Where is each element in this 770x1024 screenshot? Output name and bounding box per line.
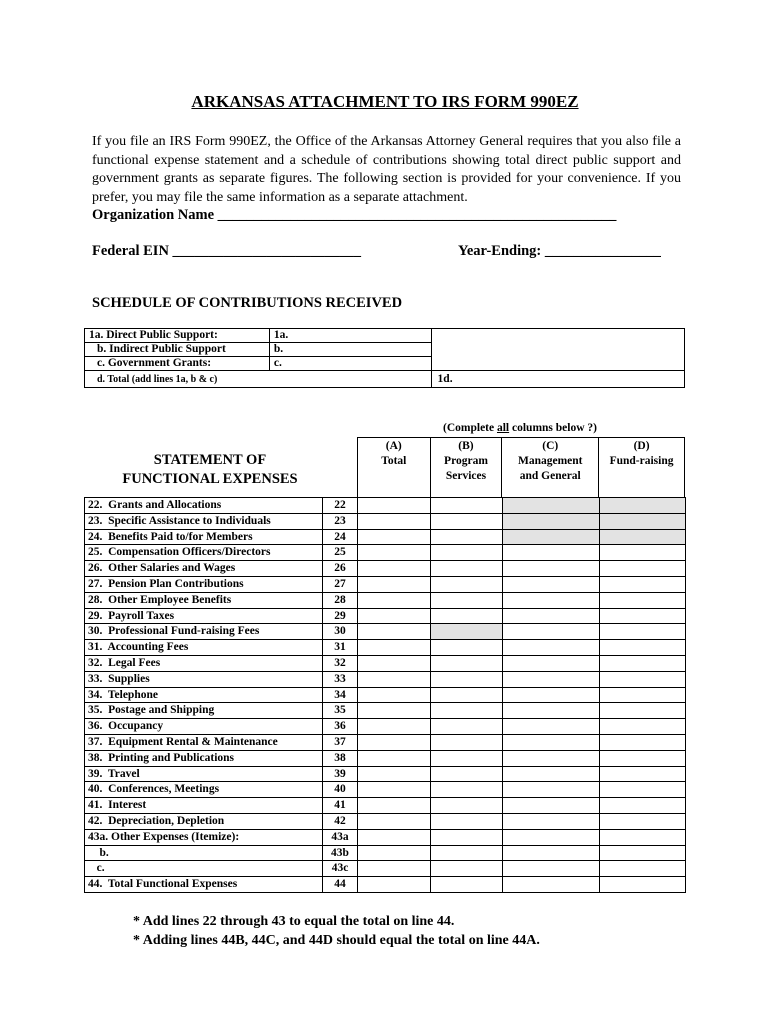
expense-row [85, 750, 686, 766]
expense-cell-program-services[interactable] [431, 750, 503, 766]
expense-cell-management-general[interactable] [503, 576, 600, 592]
intro-paragraph: If you file an IRS Form 990EZ, the Office of the Arkansas Attorney General requires that you also file a functional expense statement and a schedule of contributions showing total direct public support and government grants as separate figures. The following section is provided for your convenience. If you prefer, you may file the same information as a separate attachment. [92, 134, 681, 205]
expense-cell-disabled [600, 498, 686, 514]
expense-cell-management-general[interactable] [503, 608, 600, 624]
expense-cell-program-services[interactable] [431, 719, 503, 735]
columns-note [430, 422, 610, 434]
expense-line-number: 37 [323, 734, 358, 750]
column-header-a [358, 438, 431, 498]
form-title: ARKANSAS ATTACHMENT TO IRS FORM 990EZ [191, 92, 579, 111]
expense-label: 30. Professional Fund-raising Fees [85, 624, 323, 640]
expense-line-number: 26 [323, 561, 358, 577]
expense-label: 23. Specific Assistance to Individuals [85, 513, 323, 529]
expense-cell-total[interactable] [358, 498, 431, 514]
expense-cell-management-general[interactable] [503, 813, 600, 829]
expense-row [85, 529, 686, 545]
contribution-label: c. Government Grants: [85, 357, 270, 371]
expense-cell-fund-raising[interactable] [600, 719, 686, 735]
expense-cell-management-general[interactable] [503, 624, 600, 640]
expense-line-number: 27 [323, 576, 358, 592]
column-title: Program [444, 455, 488, 467]
expense-cell-management-general[interactable] [503, 861, 600, 877]
contribution-input-1b[interactable] [269, 343, 431, 357]
column-title: Total [381, 455, 407, 467]
expense-line-number: 28 [323, 592, 358, 608]
expense-cell-disabled [503, 529, 600, 545]
expense-label: b. [85, 845, 323, 861]
expense-cell-total[interactable] [358, 624, 431, 640]
expense-label: 41. Interest [85, 798, 323, 814]
expense-row [85, 671, 686, 687]
expense-label: 22. Grants and Allocations [85, 498, 323, 514]
expense-cell-total[interactable] [358, 829, 431, 845]
expense-cell-fund-raising[interactable] [600, 766, 686, 782]
expense-cell-fund-raising[interactable] [600, 624, 686, 640]
expense-line-number: 36 [323, 719, 358, 735]
expense-cell-program-services[interactable] [431, 813, 503, 829]
expense-line-number: 25 [323, 545, 358, 561]
expense-line-number: 22 [323, 498, 358, 514]
expense-cell-fund-raising[interactable] [600, 829, 686, 845]
expense-cell-program-services[interactable] [431, 798, 503, 814]
expense-cell-total[interactable] [358, 766, 431, 782]
expense-label: 37. Equipment Rental & Maintenance [85, 734, 323, 750]
expense-cell-total[interactable] [358, 592, 431, 608]
expense-cell-total[interactable] [358, 545, 431, 561]
column-title: Management [517, 455, 583, 467]
expense-column-headers [357, 437, 685, 497]
expense-cell-fund-raising[interactable] [600, 640, 686, 656]
expense-cell-fund-raising[interactable] [600, 798, 686, 814]
expense-cell-fund-raising[interactable] [600, 703, 686, 719]
note-emphasis: all [496, 422, 510, 434]
expense-line-number: 33 [323, 671, 358, 687]
column-header-d [599, 438, 685, 498]
expense-cell-management-general[interactable] [503, 719, 600, 735]
expense-row [85, 687, 686, 703]
expense-cell-management-general[interactable] [503, 592, 600, 608]
expense-cell-management-general[interactable] [503, 798, 600, 814]
federal-ein-field[interactable]: Federal EIN __________________________ [92, 243, 362, 259]
expense-cell-fund-raising[interactable] [600, 750, 686, 766]
expense-label: 33. Supplies [85, 671, 323, 687]
expense-label: 32. Legal Fees [85, 655, 323, 671]
column-subtitle: and General [519, 470, 581, 482]
expense-cell-fund-raising[interactable] [600, 655, 686, 671]
column-header-c [502, 438, 599, 498]
expense-cell-program-services[interactable] [431, 640, 503, 656]
note-suffix: columns below ?) [509, 422, 597, 434]
expense-cell-program-services[interactable] [431, 608, 503, 624]
expense-label: 36. Occupancy [85, 719, 323, 735]
expense-cell-program-services[interactable] [431, 655, 503, 671]
expense-cell-total[interactable] [358, 813, 431, 829]
note-prefix: (Complete [443, 422, 497, 434]
expense-label: c. [85, 861, 323, 877]
column-letter: (B) [458, 440, 474, 452]
expense-cell-management-general[interactable] [503, 829, 600, 845]
contribution-code: b. [273, 343, 284, 355]
expense-cell-total[interactable] [358, 561, 431, 577]
expense-row [85, 513, 686, 529]
expense-cell-disabled [431, 624, 503, 640]
expense-cell-management-general[interactable] [503, 750, 600, 766]
expense-cell-program-services[interactable] [431, 703, 503, 719]
expense-cell-program-services[interactable] [431, 592, 503, 608]
expense-line-number: 44 [323, 877, 358, 893]
expense-line-number: 23 [323, 513, 358, 529]
expense-cell-disabled [600, 529, 686, 545]
contribution-code: c. [273, 357, 282, 369]
expense-cell-management-general[interactable] [503, 703, 600, 719]
expense-cell-total[interactable] [358, 608, 431, 624]
expense-cell-total[interactable] [358, 861, 431, 877]
statement-title-line2: FUNCTIONAL EXPENSES [122, 471, 298, 487]
expense-label: 40. Conferences, Meetings [85, 782, 323, 798]
expense-cell-total[interactable] [358, 734, 431, 750]
expense-cell-program-services[interactable] [431, 545, 503, 561]
expense-cell-disabled [503, 498, 600, 514]
expense-row [85, 877, 686, 893]
expense-label: 44. Total Functional Expenses [85, 877, 323, 893]
expense-label: 29. Payroll Taxes [85, 608, 323, 624]
expense-cell-program-services[interactable] [431, 513, 503, 529]
expense-cell-fund-raising[interactable] [600, 608, 686, 624]
expense-cell-program-services[interactable] [431, 576, 503, 592]
expense-cell-management-general[interactable] [503, 877, 600, 893]
expense-row [85, 813, 686, 829]
column-header-b [430, 438, 502, 498]
expense-cell-total[interactable] [358, 529, 431, 545]
footnote-2: * Adding lines 44B, 44C, and 44D should equal the total on line 44A. [133, 933, 540, 948]
footnotes [133, 912, 540, 950]
expense-cell-total[interactable] [358, 719, 431, 735]
contribution-total-code: 1d. [437, 372, 453, 385]
column-subtitle: Services [445, 470, 487, 482]
expense-cell-management-general[interactable] [503, 545, 600, 561]
expense-row [85, 592, 686, 608]
expense-cell-total[interactable] [358, 576, 431, 592]
expense-cell-total[interactable] [358, 877, 431, 893]
contribution-input-1c[interactable] [269, 357, 431, 371]
expense-cell-total[interactable] [358, 782, 431, 798]
expense-row [85, 640, 686, 656]
expense-cell-program-services[interactable] [431, 561, 503, 577]
expense-label: 24. Benefits Paid to/for Members [85, 529, 323, 545]
column-letter: (D) [633, 440, 650, 452]
contribution-total-label: d. Total (add lines 1a, b & c) [85, 371, 432, 388]
expense-cell-fund-raising[interactable] [600, 545, 686, 561]
expense-row [85, 829, 686, 845]
expense-line-number: 43c [323, 861, 358, 877]
expense-line-number: 43b [323, 845, 358, 861]
expense-label: 34. Telephone [85, 687, 323, 703]
expense-row [85, 861, 686, 877]
expense-row [85, 576, 686, 592]
contribution-code: 1a. [273, 329, 289, 341]
expense-label: 43a. Other Expenses (Itemize): [85, 829, 323, 845]
expense-line-number: 31 [323, 640, 358, 656]
expense-row [85, 624, 686, 640]
footnote-1: * Add lines 22 through 43 to equal the total on line 44. [133, 914, 455, 929]
expense-line-number: 24 [323, 529, 358, 545]
expense-row [85, 545, 686, 561]
expense-label: 31. Accounting Fees [85, 640, 323, 656]
expense-row [85, 561, 686, 577]
contribution-row-1a [85, 329, 685, 343]
expense-cell-total[interactable] [358, 703, 431, 719]
expense-cell-disabled [503, 513, 600, 529]
expense-cell-program-services[interactable] [431, 671, 503, 687]
expense-label: 42. Depreciation, Depletion [85, 813, 323, 829]
expense-cell-program-services[interactable] [431, 734, 503, 750]
expense-cell-total[interactable] [358, 671, 431, 687]
expense-cell-program-services[interactable] [431, 529, 503, 545]
expense-cell-fund-raising[interactable] [600, 561, 686, 577]
statement-title-line1: STATEMENT OF [153, 452, 267, 468]
expense-cell-program-services[interactable] [431, 687, 503, 703]
expense-cell-fund-raising[interactable] [600, 861, 686, 877]
expense-line-number: 43a [323, 829, 358, 845]
expense-line-number: 29 [323, 608, 358, 624]
statement-title [90, 451, 330, 489]
expense-line-number: 41 [323, 798, 358, 814]
expense-cell-total[interactable] [358, 750, 431, 766]
column-title: Fund-raising [609, 455, 674, 467]
expense-cell-fund-raising[interactable] [600, 687, 686, 703]
contribution-label: 1a. Direct Public Support: [85, 329, 270, 343]
expense-cell-total[interactable] [358, 798, 431, 814]
expense-row [85, 782, 686, 798]
expense-cell-program-services[interactable] [431, 766, 503, 782]
expense-cell-program-services[interactable] [431, 782, 503, 798]
expense-line-number: 38 [323, 750, 358, 766]
contribution-row-1d [85, 371, 685, 388]
expense-cell-fund-raising[interactable] [600, 734, 686, 750]
expense-label: 39. Travel [85, 766, 323, 782]
year-ending-field[interactable]: Year-Ending: ________________ [458, 243, 661, 259]
expense-row [85, 798, 686, 814]
expense-cell-management-general[interactable] [503, 655, 600, 671]
expense-cell-total[interactable] [358, 845, 431, 861]
expense-label: 27. Pension Plan Contributions [85, 576, 323, 592]
expense-row [85, 655, 686, 671]
expense-line-number: 42 [323, 813, 358, 829]
expense-cell-management-general[interactable] [503, 766, 600, 782]
expense-cell-program-services[interactable] [431, 829, 503, 845]
expense-line-number: 40 [323, 782, 358, 798]
expense-cell-total[interactable] [358, 513, 431, 529]
expense-cell-management-general[interactable] [503, 687, 600, 703]
expense-cell-management-general[interactable] [503, 845, 600, 861]
contributions-heading: SCHEDULE OF CONTRIBUTIONS RECEIVED [92, 295, 403, 311]
expense-label: 25. Compensation Officers/Directors [85, 545, 323, 561]
contribution-input-1a[interactable] [269, 329, 431, 343]
expense-cell-fund-raising[interactable] [600, 782, 686, 798]
expense-row [85, 608, 686, 624]
column-letter: (A) [385, 440, 402, 452]
expense-cell-fund-raising[interactable] [600, 813, 686, 829]
contributions-table [84, 328, 685, 388]
functional-expenses-table [84, 497, 686, 893]
expense-cell-total[interactable] [358, 687, 431, 703]
contribution-blank [431, 329, 684, 371]
expense-line-number: 32 [323, 655, 358, 671]
expense-row [85, 498, 686, 514]
expense-cell-program-services[interactable] [431, 877, 503, 893]
expense-cell-total[interactable] [358, 655, 431, 671]
expense-line-number: 35 [323, 703, 358, 719]
expense-label: 26. Other Salaries and Wages [85, 561, 323, 577]
expense-cell-program-services[interactable] [431, 498, 503, 514]
expense-cell-management-general[interactable] [503, 640, 600, 656]
expense-cell-program-services[interactable] [431, 845, 503, 861]
expense-cell-disabled [600, 513, 686, 529]
expense-line-number: 34 [323, 687, 358, 703]
expense-line-number: 39 [323, 766, 358, 782]
expense-cell-program-services[interactable] [431, 861, 503, 877]
expense-row [85, 703, 686, 719]
expense-cell-total[interactable] [358, 640, 431, 656]
expense-label: 35. Postage and Shipping [85, 703, 323, 719]
expense-cell-fund-raising[interactable] [600, 877, 686, 893]
expense-label: 38. Printing and Publications [85, 750, 323, 766]
expense-row [85, 845, 686, 861]
contribution-label: b. Indirect Public Support [85, 343, 270, 357]
expense-cell-fund-raising[interactable] [600, 592, 686, 608]
expense-cell-management-general[interactable] [503, 671, 600, 687]
contribution-total-input[interactable] [431, 371, 684, 388]
expense-row [85, 734, 686, 750]
expense-cell-management-general[interactable] [503, 782, 600, 798]
column-letter: (C) [542, 440, 559, 452]
expense-cell-fund-raising[interactable] [600, 845, 686, 861]
expense-cell-management-general[interactable] [503, 734, 600, 750]
expense-cell-fund-raising[interactable] [600, 576, 686, 592]
organization-name-field[interactable]: Organization Name _______________________________________________________ [92, 207, 617, 223]
expense-row [85, 719, 686, 735]
expense-cell-management-general[interactable] [503, 561, 600, 577]
expense-label: 28. Other Employee Benefits [85, 592, 323, 608]
expense-row [85, 766, 686, 782]
expense-cell-fund-raising[interactable] [600, 671, 686, 687]
expense-line-number: 30 [323, 624, 358, 640]
